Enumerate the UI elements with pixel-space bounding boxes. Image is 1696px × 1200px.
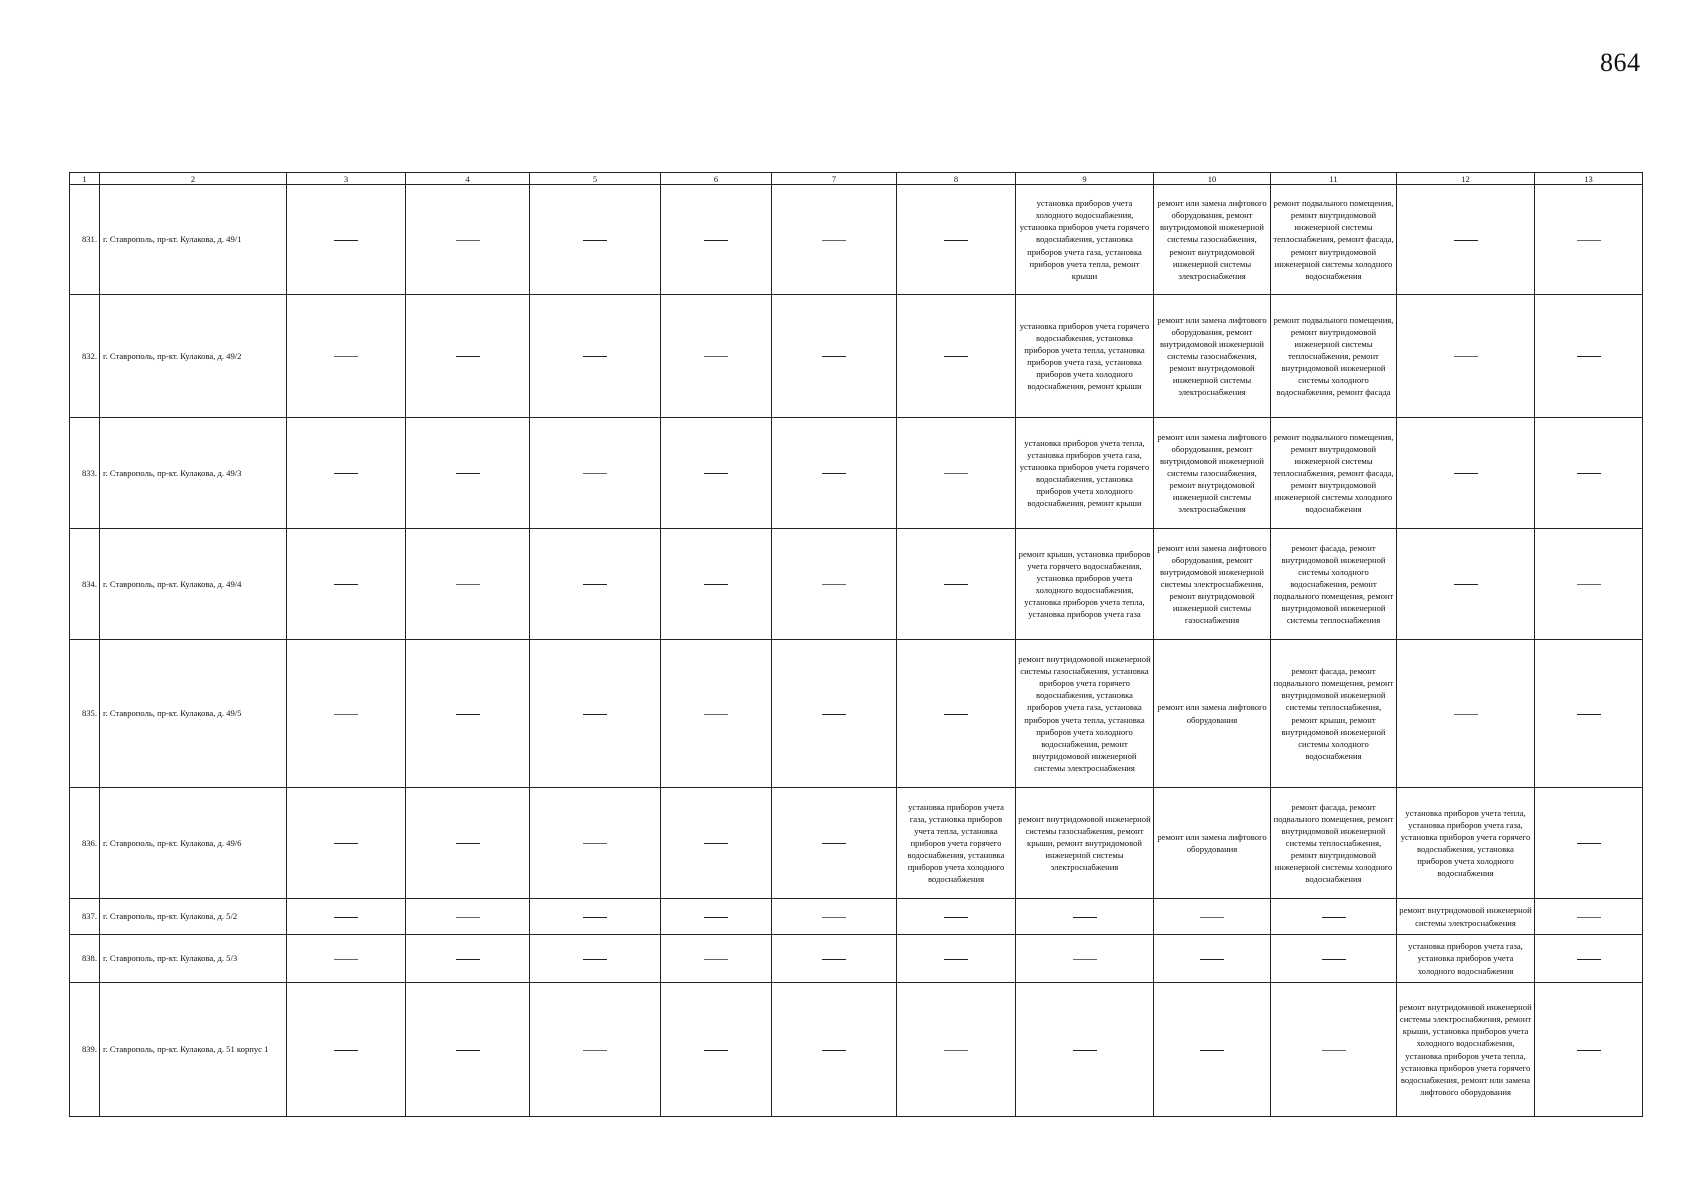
- column-header-8: 8: [897, 173, 1016, 185]
- empty-cell-dash: [287, 295, 406, 418]
- address-cell: г. Ставрополь, пр-кт. Кулакова, д. 49/2: [100, 295, 287, 418]
- dash-mark: [456, 356, 480, 357]
- empty-cell-dash: [772, 983, 897, 1117]
- dash-mark: [822, 473, 846, 474]
- dash-mark: [583, 843, 607, 844]
- column-header-1: 1: [70, 173, 100, 185]
- address-cell: г. Ставрополь, пр-кт. Кулакова, д. 5/3: [100, 935, 287, 983]
- empty-cell-dash: [530, 295, 661, 418]
- work-list-cell: ремонт или замена лифтового оборудования: [1154, 640, 1271, 788]
- table-row: [70, 529, 1643, 640]
- work-list-cell: ремонт фасада, ремонт подвального помещения, ремонт внутридомовой инженерной системы теплоснабжения, ремонт внутридомовой инженерной системы холодного водоснабжения: [1271, 788, 1397, 899]
- empty-cell-dash: [772, 935, 897, 983]
- dash-mark: [704, 917, 728, 918]
- address-cell: г. Ставрополь, пр-кт. Кулакова, д. 49/6: [100, 788, 287, 899]
- work-list-cell: установка приборов учета газа, установка приборов учета холодного водоснабжения: [1397, 935, 1535, 983]
- dash-mark: [334, 843, 358, 844]
- empty-cell-dash: [1154, 935, 1271, 983]
- empty-cell-dash: [1397, 418, 1535, 529]
- table-body: [70, 185, 1643, 1117]
- dash-mark: [583, 584, 607, 585]
- dash-mark: [822, 1050, 846, 1051]
- dash-mark: [704, 240, 728, 241]
- dash-mark: [456, 584, 480, 585]
- empty-cell-dash: [661, 899, 772, 935]
- table-row: [70, 899, 1643, 935]
- work-list-cell: установка приборов учета газа, установка приборов учета тепла, установка приборов учета горячего водоснабжения, установка приборов учета холодного водоснабжения: [897, 788, 1016, 899]
- dash-mark: [456, 240, 480, 241]
- table-row: [70, 418, 1643, 529]
- empty-cell-dash: [1154, 983, 1271, 1117]
- dash-mark: [944, 584, 968, 585]
- address-cell: г. Ставрополь, пр-кт. Кулакова, д. 49/5: [100, 640, 287, 788]
- dash-mark: [704, 473, 728, 474]
- empty-cell-dash: [406, 640, 530, 788]
- dash-mark: [1322, 917, 1346, 918]
- dash-mark: [1454, 356, 1478, 357]
- empty-cell-dash: [1397, 185, 1535, 295]
- dash-mark: [1200, 1050, 1224, 1051]
- dash-mark: [1454, 714, 1478, 715]
- dash-mark: [334, 584, 358, 585]
- empty-cell-dash: [530, 983, 661, 1117]
- empty-cell-dash: [661, 788, 772, 899]
- work-list-cell: ремонт подвального помещения, ремонт внутридомовой инженерной системы теплоснабжения, ремонт фасада, ремонт внутридомовой инженерной системы холодного водоснабжения: [1271, 185, 1397, 295]
- work-list-cell: установка приборов учета тепла, установка приборов учета газа, установка приборов учета горячего водоснабжения, установка приборов учета холодного водоснабжения, ремонт крыши: [1016, 418, 1154, 529]
- dash-mark: [334, 959, 358, 960]
- empty-cell-dash: [772, 788, 897, 899]
- dash-mark: [456, 959, 480, 960]
- dash-mark: [334, 714, 358, 715]
- dash-mark: [822, 356, 846, 357]
- empty-cell-dash: [530, 185, 661, 295]
- dash-mark: [822, 843, 846, 844]
- work-list-cell: установка приборов учета тепла, установка приборов учета газа, установка приборов учета горячего водоснабжения, установка приборов учета холодного водоснабжения: [1397, 788, 1535, 899]
- work-list-cell: ремонт или замена лифтового оборудования, ремонт внутридомовой инженерной системы газоснабжения, ремонт внутридомовой инженерной системы электроснабжения: [1154, 185, 1271, 295]
- empty-cell-dash: [406, 529, 530, 640]
- address-cell: г. Ставрополь, пр-кт. Кулакова, д. 49/4: [100, 529, 287, 640]
- empty-cell-dash: [897, 418, 1016, 529]
- dash-mark: [1577, 959, 1601, 960]
- empty-cell-dash: [1535, 899, 1643, 935]
- dash-mark: [334, 240, 358, 241]
- dash-mark: [1577, 1050, 1601, 1051]
- row-number: 838.: [70, 935, 100, 983]
- table-row: [70, 185, 1643, 295]
- empty-cell-dash: [1016, 899, 1154, 935]
- empty-cell-dash: [1535, 640, 1643, 788]
- work-list-cell: ремонт фасада, ремонт внутридомовой инженерной системы холодного водоснабжения, ремонт подвального помещения, ремонт внутридомовой инженерной системы теплоснабжения: [1271, 529, 1397, 640]
- dash-mark: [944, 959, 968, 960]
- empty-cell-dash: [661, 983, 772, 1117]
- dash-mark: [944, 356, 968, 357]
- dash-mark: [583, 917, 607, 918]
- row-number: 834.: [70, 529, 100, 640]
- dash-mark: [1577, 240, 1601, 241]
- work-list-cell: ремонт или замена лифтового оборудования, ремонт внутридомовой инженерной системы газоснабжения, ремонт внутридомовой инженерной системы электроснабжения: [1154, 295, 1271, 418]
- dash-mark: [583, 356, 607, 357]
- column-header-4: 4: [406, 173, 530, 185]
- empty-cell-dash: [1154, 899, 1271, 935]
- dash-mark: [456, 843, 480, 844]
- work-list-cell: ремонт подвального помещения, ремонт внутридомовой инженерной системы теплоснабжения, ремонт внутридомовой инженерной системы холодного водоснабжения, ремонт фасада: [1271, 295, 1397, 418]
- dash-mark: [1073, 959, 1097, 960]
- empty-cell-dash: [530, 418, 661, 529]
- dash-mark: [1577, 473, 1601, 474]
- empty-cell-dash: [406, 935, 530, 983]
- address-cell: г. Ставрополь, пр-кт. Кулакова, д. 51 корпус 1: [100, 983, 287, 1117]
- work-list-cell: ремонт или замена лифтового оборудования, ремонт внутридомовой инженерной системы газоснабжения, ремонт внутридомовой инженерной системы электроснабжения: [1154, 418, 1271, 529]
- empty-cell-dash: [406, 185, 530, 295]
- dash-mark: [822, 917, 846, 918]
- dash-mark: [944, 473, 968, 474]
- dash-mark: [822, 240, 846, 241]
- work-list-cell: установка приборов учета холодного водоснабжения, установка приборов учета горячего водоснабжения, установка приборов учета газа, установка приборов учета тепла, ремонт крыши: [1016, 185, 1154, 295]
- work-list-cell: ремонт внутридомовой инженерной системы электроснабжения, ремонт крыши, установка приборов учета холодного водоснабжения, установка приборов учета тепла, установка приборов учета горячего водоснабжения, ремонт или замена лифтового оборудования: [1397, 983, 1535, 1117]
- work-list-cell: ремонт или замена лифтового оборудования, ремонт внутридомовой инженерной системы электроснабжения, ремонт внутридомовой инженерной системы газоснабжения: [1154, 529, 1271, 640]
- empty-cell-dash: [406, 788, 530, 899]
- dash-mark: [1073, 917, 1097, 918]
- empty-cell-dash: [1397, 295, 1535, 418]
- dash-mark: [334, 473, 358, 474]
- empty-cell-dash: [287, 788, 406, 899]
- work-list-cell: ремонт фасада, ремонт подвального помещения, ремонт внутридомовой инженерной системы теплоснабжения, ремонт крыши, ремонт внутридомовой инженерной системы холодного водоснабжения: [1271, 640, 1397, 788]
- empty-cell-dash: [897, 185, 1016, 295]
- empty-cell-dash: [530, 935, 661, 983]
- empty-cell-dash: [287, 640, 406, 788]
- empty-cell-dash: [661, 295, 772, 418]
- address-cell: г. Ставрополь, пр-кт. Кулакова, д. 49/1: [100, 185, 287, 295]
- empty-cell-dash: [897, 935, 1016, 983]
- dash-mark: [944, 240, 968, 241]
- dash-mark: [583, 473, 607, 474]
- dash-mark: [1577, 917, 1601, 918]
- dash-mark: [944, 714, 968, 715]
- capital-repair-table: [69, 172, 1643, 1117]
- column-header-12: 12: [1397, 173, 1535, 185]
- empty-cell-dash: [406, 899, 530, 935]
- empty-cell-dash: [1535, 418, 1643, 529]
- dash-mark: [583, 959, 607, 960]
- empty-cell-dash: [661, 640, 772, 788]
- row-number: 837.: [70, 899, 100, 935]
- column-header-13: 13: [1535, 173, 1643, 185]
- dash-mark: [704, 843, 728, 844]
- empty-cell-dash: [772, 899, 897, 935]
- dash-mark: [334, 356, 358, 357]
- column-header-5: 5: [530, 173, 661, 185]
- column-header-9: 9: [1016, 173, 1154, 185]
- dash-mark: [1073, 1050, 1097, 1051]
- empty-cell-dash: [1271, 935, 1397, 983]
- empty-cell-dash: [406, 983, 530, 1117]
- address-cell: г. Ставрополь, пр-кт. Кулакова, д. 49/3: [100, 418, 287, 529]
- column-header-3: 3: [287, 173, 406, 185]
- column-header-2: 2: [100, 173, 287, 185]
- dash-mark: [1454, 584, 1478, 585]
- empty-cell-dash: [1535, 185, 1643, 295]
- empty-cell-dash: [1535, 529, 1643, 640]
- table-row: [70, 640, 1643, 788]
- work-list-cell: ремонт или замена лифтового оборудования: [1154, 788, 1271, 899]
- empty-cell-dash: [661, 529, 772, 640]
- row-number: 833.: [70, 418, 100, 529]
- work-list-cell: ремонт внутридомовой инженерной системы газоснабжения, ремонт крыши, ремонт внутридомовой инженерной системы электроснабжения: [1016, 788, 1154, 899]
- empty-cell-dash: [661, 418, 772, 529]
- dash-mark: [822, 714, 846, 715]
- empty-cell-dash: [1397, 640, 1535, 788]
- empty-cell-dash: [1016, 983, 1154, 1117]
- empty-cell-dash: [287, 418, 406, 529]
- empty-cell-dash: [772, 185, 897, 295]
- dash-mark: [1322, 1050, 1346, 1051]
- empty-cell-dash: [1535, 295, 1643, 418]
- table-row: [70, 935, 1643, 983]
- dash-mark: [583, 240, 607, 241]
- column-header-6: 6: [661, 173, 772, 185]
- empty-cell-dash: [772, 529, 897, 640]
- dash-mark: [704, 356, 728, 357]
- dash-mark: [456, 714, 480, 715]
- dash-mark: [1577, 584, 1601, 585]
- empty-cell-dash: [772, 640, 897, 788]
- empty-cell-dash: [1271, 983, 1397, 1117]
- empty-cell-dash: [530, 899, 661, 935]
- dash-mark: [704, 1050, 728, 1051]
- dash-mark: [456, 917, 480, 918]
- dash-mark: [1577, 356, 1601, 357]
- column-number-row: [70, 173, 1643, 185]
- dash-mark: [583, 714, 607, 715]
- work-list-cell: установка приборов учета горячего водоснабжения, установка приборов учета тепла, установка приборов учета газа, установка приборов учета холодного водоснабжения, ремонт крыши: [1016, 295, 1154, 418]
- row-number: 832.: [70, 295, 100, 418]
- empty-cell-dash: [406, 418, 530, 529]
- dash-mark: [1577, 714, 1601, 715]
- dash-mark: [1454, 473, 1478, 474]
- empty-cell-dash: [530, 529, 661, 640]
- empty-cell-dash: [1271, 899, 1397, 935]
- dash-mark: [583, 1050, 607, 1051]
- dash-mark: [822, 959, 846, 960]
- address-cell: г. Ставрополь, пр-кт. Кулакова, д. 5/2: [100, 899, 287, 935]
- empty-cell-dash: [897, 529, 1016, 640]
- dash-mark: [1200, 917, 1224, 918]
- empty-cell-dash: [897, 983, 1016, 1117]
- dash-mark: [704, 584, 728, 585]
- dash-mark: [1200, 959, 1224, 960]
- dash-mark: [456, 473, 480, 474]
- empty-cell-dash: [897, 899, 1016, 935]
- empty-cell-dash: [661, 185, 772, 295]
- empty-cell-dash: [1535, 788, 1643, 899]
- dash-mark: [704, 959, 728, 960]
- empty-cell-dash: [661, 935, 772, 983]
- column-header-11: 11: [1271, 173, 1397, 185]
- dash-mark: [944, 1050, 968, 1051]
- table-row: [70, 295, 1643, 418]
- empty-cell-dash: [287, 185, 406, 295]
- table-row: [70, 788, 1643, 899]
- dash-mark: [334, 917, 358, 918]
- empty-cell-dash: [287, 983, 406, 1117]
- empty-cell-dash: [772, 418, 897, 529]
- dash-mark: [456, 1050, 480, 1051]
- dash-mark: [334, 1050, 358, 1051]
- dash-mark: [1454, 240, 1478, 241]
- empty-cell-dash: [287, 529, 406, 640]
- page-number: 864: [1600, 48, 1641, 77]
- empty-cell-dash: [897, 295, 1016, 418]
- row-number: 839.: [70, 983, 100, 1117]
- empty-cell-dash: [772, 295, 897, 418]
- dash-mark: [1322, 959, 1346, 960]
- empty-cell-dash: [1397, 529, 1535, 640]
- table-row: [70, 983, 1643, 1117]
- work-list-cell: ремонт подвального помещения, ремонт внутридомовой инженерной системы теплоснабжения, ремонт фасада, ремонт внутридомовой инженерной системы холодного водоснабжения: [1271, 418, 1397, 529]
- empty-cell-dash: [530, 788, 661, 899]
- dash-mark: [822, 584, 846, 585]
- empty-cell-dash: [1535, 983, 1643, 1117]
- row-number: 835.: [70, 640, 100, 788]
- work-list-cell: ремонт внутридомовой инженерной системы электроснабжения: [1397, 899, 1535, 935]
- dash-mark: [704, 714, 728, 715]
- row-number: 831.: [70, 185, 100, 295]
- empty-cell-dash: [1016, 935, 1154, 983]
- column-header-7: 7: [772, 173, 897, 185]
- dash-mark: [944, 917, 968, 918]
- work-list-cell: ремонт внутридомовой инженерной системы газоснабжения, установка приборов учета горячего водоснабжения, установка приборов учета газа, установка приборов учета тепла, установка приборов учета холодного водоснабжения, ремонт внутридомовой инженерной системы электроснабжения: [1016, 640, 1154, 788]
- row-number: 836.: [70, 788, 100, 899]
- dash-mark: [1577, 843, 1601, 844]
- empty-cell-dash: [287, 899, 406, 935]
- empty-cell-dash: [897, 640, 1016, 788]
- work-list-cell: ремонт крыши, установка приборов учета горячего водоснабжения, установка приборов учета холодного водоснабжения, установка приборов учета тепла, установка приборов учета газа: [1016, 529, 1154, 640]
- empty-cell-dash: [1535, 935, 1643, 983]
- empty-cell-dash: [406, 295, 530, 418]
- empty-cell-dash: [287, 935, 406, 983]
- empty-cell-dash: [530, 640, 661, 788]
- column-header-10: 10: [1154, 173, 1271, 185]
